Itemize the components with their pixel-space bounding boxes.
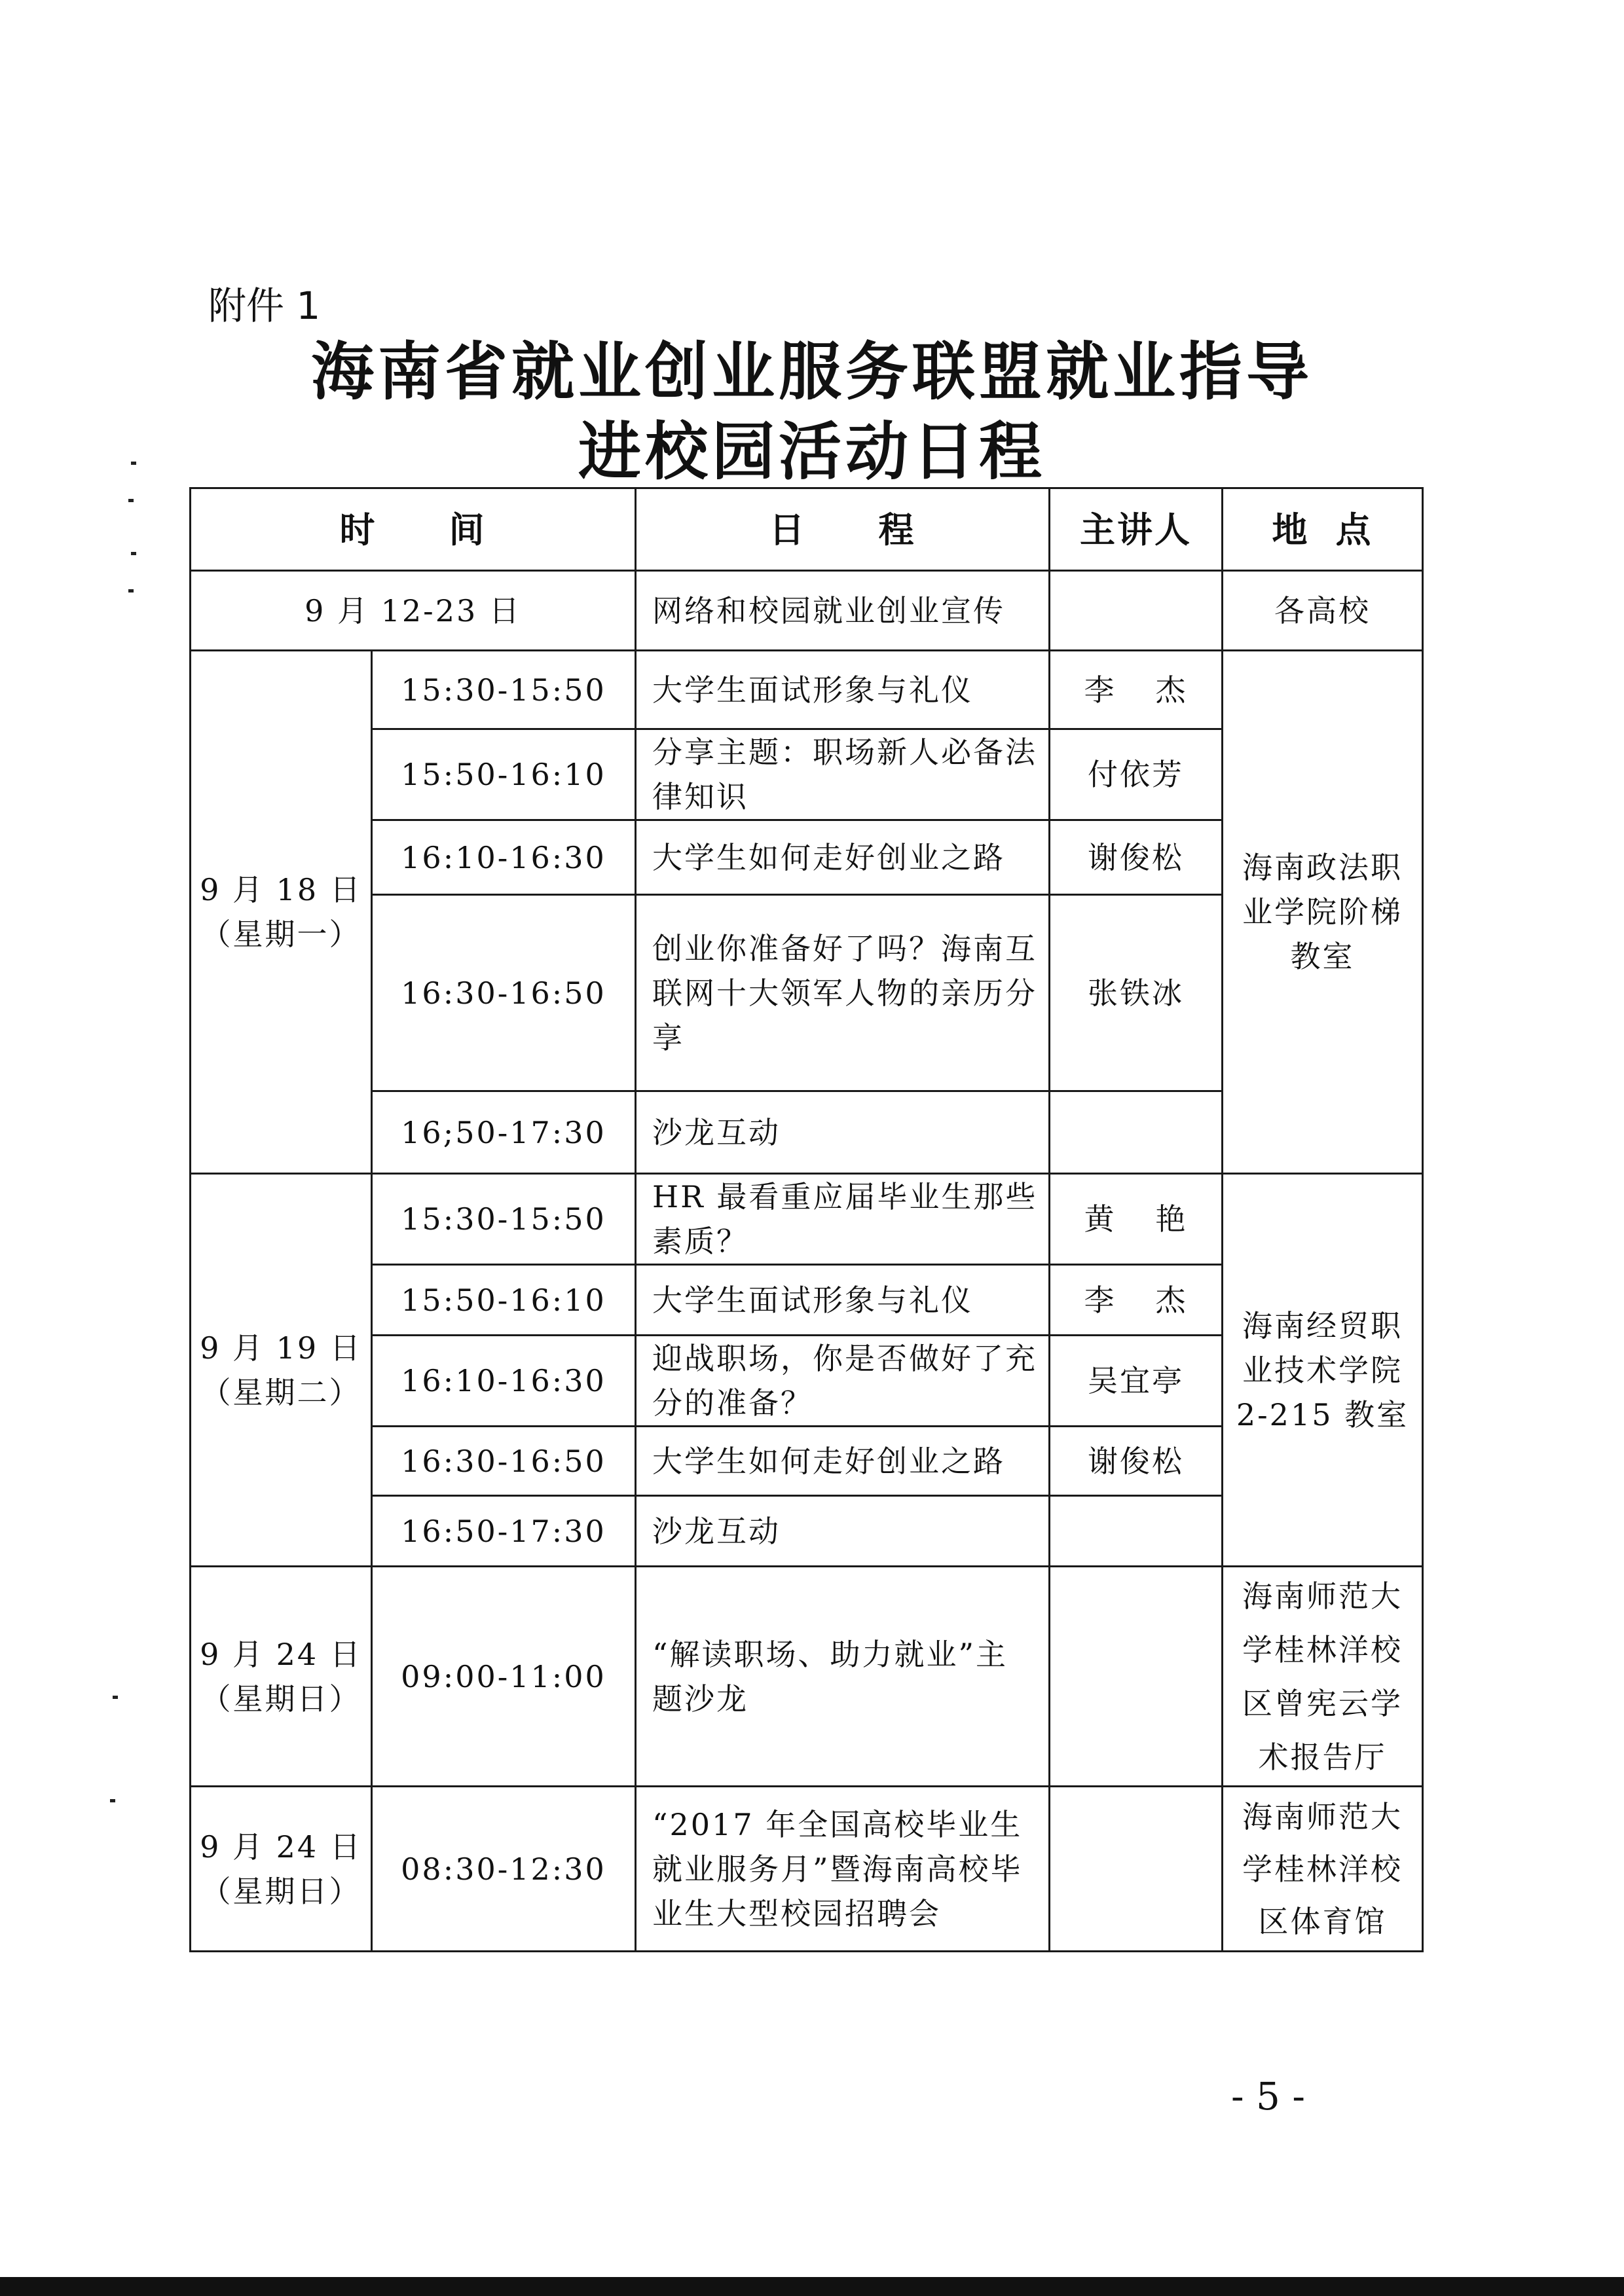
session-speaker (1050, 1091, 1223, 1174)
document-title-line-1: 海南省就业创业服务联盟就业指导 (311, 335, 1313, 409)
session-task: 大学生如何走好创业之路 (636, 820, 1050, 895)
header-schedule-char-2: 程 (878, 508, 916, 551)
day1-weekday: （星期一） (200, 917, 361, 952)
session-task: 迎战职场，你是否做好了充分的准备？ (636, 1336, 1050, 1427)
day2-venue-line: 2-215 教室 (1236, 1396, 1409, 1432)
session-time: 16:50-17:30 (372, 1496, 636, 1567)
day4-venue-line: 海南师范大 (1242, 1798, 1403, 1834)
session-time: 15:50-16:10 (372, 729, 636, 820)
day4-date-cell (191, 1787, 372, 1952)
day1-venue-line: 业学院阶梯 (1242, 894, 1403, 930)
promo-venue: 各高校 (1223, 571, 1423, 651)
table-row (191, 1787, 1423, 1952)
header-speaker: 主讲人 (1050, 488, 1223, 571)
speaker-char-2: 杰 (1155, 672, 1188, 708)
scan-mark (110, 1799, 115, 1802)
session-speaker (1050, 1265, 1223, 1336)
speaker-char-1: 李 (1084, 1282, 1116, 1318)
speaker-char-2: 艳 (1155, 1201, 1188, 1237)
session-task: 沙龙互动 (636, 1496, 1050, 1567)
header-schedule-char-1: 日 (769, 508, 807, 551)
session-task: 大学生面试形象与礼仪 (636, 1265, 1050, 1336)
table-row-promo (191, 571, 1423, 651)
header-venue-char-2: 点 (1335, 508, 1373, 551)
scan-mark (131, 462, 136, 465)
day3-date: 9 月 24 日 (200, 1636, 362, 1672)
scan-mark (113, 1696, 118, 1699)
promo-speaker (1050, 571, 1223, 651)
day4-weekday: （星期日） (200, 1873, 361, 1909)
session-speaker: 谢俊松 (1050, 820, 1223, 895)
day1-date: 9 月 18 日 (200, 872, 362, 907)
header-schedule (636, 488, 1050, 571)
header-time-char-2: 间 (449, 508, 487, 551)
day4-date: 9 月 24 日 (200, 1829, 362, 1865)
header-time (191, 488, 636, 571)
session-speaker (1050, 1496, 1223, 1567)
day3-venue-line: 海南师范大 (1242, 1578, 1403, 1614)
day3-venue (1223, 1567, 1423, 1787)
header-row (191, 488, 1423, 571)
session-task: “解读职场、助力就业”主题沙龙 (636, 1567, 1050, 1787)
day3-venue-line: 学桂林洋校 (1242, 1631, 1403, 1667)
table-row (191, 1174, 1423, 1265)
header-time-char-1: 时 (339, 508, 377, 551)
day2-date: 9 月 19 日 (200, 1330, 362, 1366)
day3-venue-line: 术报告厅 (1258, 1739, 1387, 1775)
session-time: 16:10-16:30 (372, 820, 636, 895)
session-time: 09:00-11:00 (372, 1567, 636, 1787)
day2-venue-line: 业技术学院 (1242, 1352, 1403, 1388)
session-speaker (1050, 1567, 1223, 1787)
scan-edge-bar (0, 2277, 1624, 2296)
day3-weekday: （星期日） (200, 1681, 361, 1717)
header-venue (1223, 488, 1423, 571)
session-time: 15:30-15:50 (372, 1174, 636, 1265)
attachment-label: 附件 1 (208, 283, 321, 328)
promo-task: 网络和校园就业创业宣传 (636, 571, 1050, 651)
session-task: HR 最看重应届毕业生那些素质？ (636, 1174, 1050, 1265)
day4-venue-line: 学桂林洋校 (1242, 1851, 1403, 1887)
day4-venue (1223, 1787, 1423, 1952)
promo-date: 9 月 12-23 日 (191, 571, 636, 651)
session-speaker: 付依芳 (1050, 729, 1223, 820)
session-time: 16;50-17:30 (372, 1091, 636, 1174)
scan-mark (128, 499, 134, 502)
day3-date-cell (191, 1567, 372, 1787)
session-speaker (1050, 651, 1223, 729)
session-speaker (1050, 1174, 1223, 1265)
session-task: 分享主题：职场新人必备法律知识 (636, 729, 1050, 820)
session-task: 创业你准备好了吗？海南互联网十大领军人物的亲历分享 (636, 895, 1050, 1091)
session-speaker: 吴宜亭 (1050, 1336, 1223, 1427)
day1-date-cell (191, 651, 372, 1174)
session-task: “2017 年全国高校毕业生就业服务月”暨海南高校毕业生大型校园招聘会 (636, 1787, 1050, 1952)
day1-venue (1223, 651, 1423, 1174)
table-row (191, 1567, 1423, 1787)
header-venue-char-1: 地 (1272, 508, 1310, 551)
day1-venue-line: 海南政法职 (1242, 850, 1403, 885)
session-task: 大学生面试形象与礼仪 (636, 651, 1050, 729)
session-speaker: 张铁冰 (1050, 895, 1223, 1091)
document-title-line-2: 进校园活动日程 (578, 414, 1046, 488)
session-time: 16:10-16:30 (372, 1336, 636, 1427)
table-row (191, 651, 1423, 729)
speaker-char-1: 黄 (1084, 1201, 1116, 1237)
day3-venue-line: 区曾宪云学 (1242, 1685, 1403, 1721)
scan-mark (128, 589, 134, 592)
day2-date-cell (191, 1174, 372, 1567)
session-task: 沙龙互动 (636, 1091, 1050, 1174)
day1-venue-line: 教室 (1290, 939, 1355, 974)
scan-mark (131, 552, 136, 555)
day2-weekday: （星期二） (200, 1374, 361, 1410)
session-time: 15:50-16:10 (372, 1265, 636, 1336)
day4-venue-line: 区体育馆 (1258, 1903, 1387, 1939)
page-number: - 5 - (1231, 2074, 1305, 2119)
session-task: 大学生如何走好创业之路 (636, 1427, 1050, 1496)
speaker-char-2: 杰 (1155, 1282, 1188, 1318)
session-speaker: 谢俊松 (1050, 1427, 1223, 1496)
schedule-table (189, 487, 1424, 1952)
session-time: 16:30-16:50 (372, 895, 636, 1091)
day2-venue (1223, 1174, 1423, 1567)
session-time: 16:30-16:50 (372, 1427, 636, 1496)
session-speaker (1050, 1787, 1223, 1952)
day2-venue-line: 海南经贸职 (1242, 1307, 1403, 1343)
session-time: 15:30-15:50 (372, 651, 636, 729)
speaker-char-1: 李 (1084, 672, 1116, 708)
session-time: 08:30-12:30 (372, 1787, 636, 1952)
